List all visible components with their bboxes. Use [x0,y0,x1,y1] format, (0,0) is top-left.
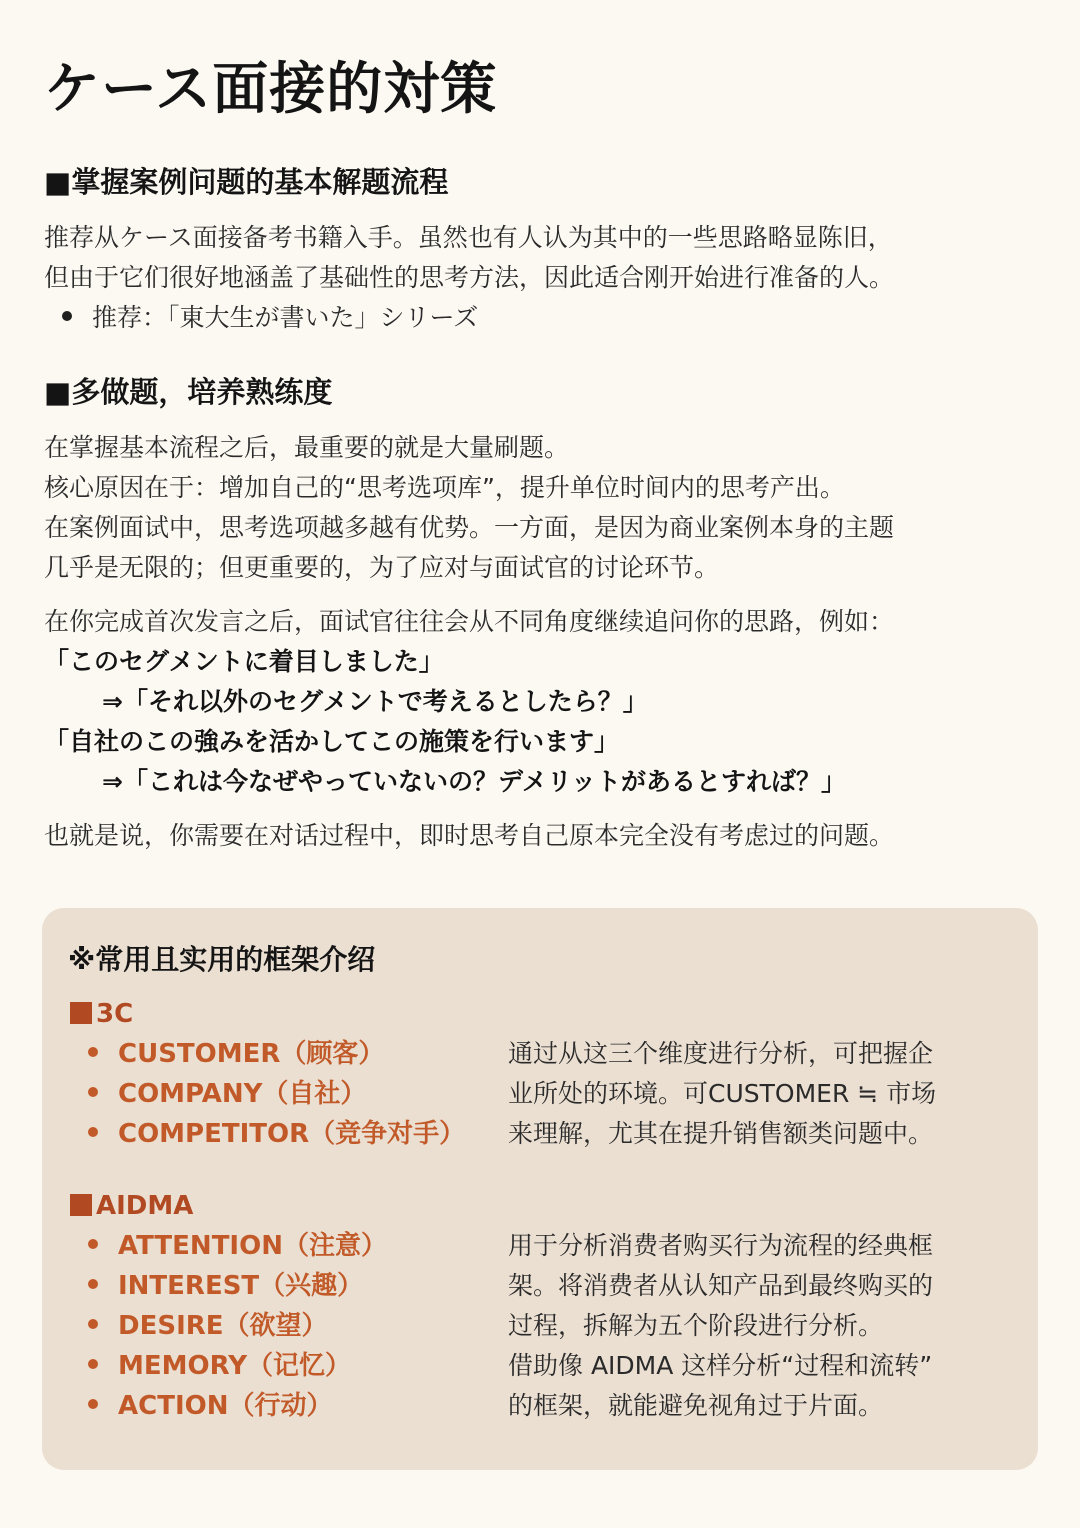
description-line: 通过从这三个维度进行分析，可把握企 [508,1039,934,1068]
example-statement: 「自社のこの強みを活かしてこの施策を行います」 [44,727,620,756]
framework-3c-description [508,1034,1018,1154]
page-title: ケース面接的対策 [44,57,498,122]
description-line: 的框架，就能避免视角过于片面。 [508,1391,884,1420]
recommend-text: 推荐：「東大生が書いた」シリーズ [92,303,479,332]
followup-intro: 在你完成首次发言之后，面试官往往会从不同角度继续追问你的思路，例如： [44,607,895,636]
panel-title: ※常用且实用的框架介绍 [68,943,376,976]
framework-item [88,1226,387,1266]
framework-item [88,1386,387,1426]
framework-aidma-description [508,1226,1018,1426]
section2-line: 几乎是无限的；但更重要的，为了应对与面试官的讨论环节。 [44,553,720,582]
framework-item [88,1266,387,1306]
framework-item [88,1034,465,1074]
example-statement: 「このセグメントに着目しました」 [44,647,444,676]
description-line: 借助像 AIDMA 这样分析“过程和流转” [508,1351,933,1380]
framework-item [88,1074,465,1114]
bullet-dot-icon [88,1127,98,1137]
bullet-dot-icon [88,1399,98,1409]
section2-conclusion [44,816,1044,856]
section1-line: 推荐从ケース面接备考书籍入手。虽然也有人认为其中的一些思路略显陈旧， [44,223,893,252]
framework-item [88,1346,387,1386]
framework-item-label: INTEREST（兴趣） [118,1271,364,1301]
bullet-dot-icon [88,1047,98,1057]
framework-item-label: ACTION（行动） [118,1391,333,1421]
bullet-dot-icon [88,1319,98,1329]
framework-item [88,1306,387,1346]
framework-item-label: CUSTOMER（顾客） [118,1039,385,1069]
bullet-dot-icon [88,1279,98,1289]
square-icon [70,1194,92,1216]
example-followup: ⇒「それ以外のセグメントで考えるとしたら？」 [102,687,648,716]
section2-line: 在掌握基本流程之后，最重要的就是大量刷题。 [44,433,570,462]
bullet-dot-icon [62,311,72,321]
bullet-dot-icon [88,1359,98,1369]
section1-line: 但由于它们很好地涵盖了基础性的思考方法，因此适合刚开始进行准备的人。 [44,263,895,292]
description-line: 业所处的环境。可CUSTOMER ≒ 市场 [508,1079,937,1108]
bullet-dot-icon [88,1239,98,1249]
description-line: 架。将消费者从认知产品到最终购买的 [508,1271,934,1300]
description-line: 用于分析消费者购买行为流程的经典框 [508,1231,934,1260]
framework-panel [42,908,1038,1470]
framework-3c-items [88,1034,465,1154]
framework-name: 3C [96,999,134,1029]
section2-heading: ■多做题，培养熟练度 [44,375,333,409]
square-icon [70,1002,92,1024]
section1-heading: ■掌握案例问题的基本解题流程 [44,165,449,199]
framework-item-label: COMPANY（自社） [118,1079,367,1109]
section1-paragraph [44,218,1044,338]
framework-item-label: COMPETITOR（竞争对手） [118,1119,466,1149]
framework-name: AIDMA [96,1191,194,1221]
description-line: 过程，拆解为五个阶段进行分析。 [508,1311,884,1340]
framework-aidma-heading [70,1188,193,1224]
framework-3c-heading [70,996,133,1032]
section2-line: 在案例面试中，思考选项越多越有优势。一方面，是因为商业案例本身的主题 [44,513,895,542]
framework-item-label: DESIRE（欲望） [118,1311,328,1341]
example-followup: ⇒「これは今なぜやっていないの？デメリットがあるとすれば？」 [102,767,846,796]
description-line: 来理解，尤其在提升销售额类问题中。 [508,1119,934,1148]
section2-paragraph2 [44,602,1044,802]
framework-item [88,1114,465,1154]
framework-aidma-items [88,1226,387,1426]
framework-item-label: ATTENTION（注意） [118,1231,387,1261]
section2-paragraph1 [44,428,1044,588]
recommend-bullet [44,298,1044,338]
bullet-dot-icon [88,1087,98,1097]
framework-item-label: MEMORY（记忆） [118,1351,352,1381]
conclusion-line: 也就是说，你需要在对话过程中，即时思考自己原本完全没有考虑过的问题。 [44,821,895,850]
section2-line: 核心原因在于：增加自己的“思考选项库”，提升单位时间内的思考产出。 [44,473,845,502]
